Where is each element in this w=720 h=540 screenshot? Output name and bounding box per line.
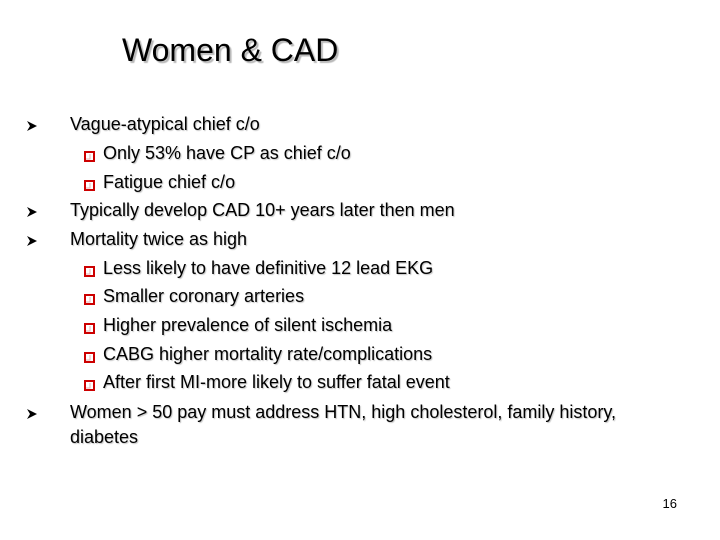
bullet-text: Typically develop CAD 10+ years later then men xyxy=(70,200,455,220)
sub-bullet-text: Higher prevalence of silent ischemia xyxy=(103,315,393,335)
arrow-bullet-icon xyxy=(26,119,38,137)
arrow-bullet-icon xyxy=(26,234,38,252)
arrow-bullet-icon xyxy=(26,407,38,425)
sub-bullet-text: CABG higher mortality rate/complications xyxy=(103,344,433,364)
page-number: 16 xyxy=(662,496,677,511)
box-bullet-icon xyxy=(84,292,95,310)
box-bullet-icon xyxy=(84,321,95,339)
bullet-text: Women > 50 pay must address HTN, high cholesterol, family history, xyxy=(70,402,617,422)
bullet-text: Vague-atypical chief c/o xyxy=(70,114,260,134)
sub-bullet-text: Fatigue chief c/o xyxy=(103,172,236,192)
box-bullet-icon xyxy=(84,178,95,196)
box-bullet-icon xyxy=(84,350,95,368)
sub-bullet-text: After first MI-more likely to suffer fatal event xyxy=(103,372,450,392)
box-bullet-icon xyxy=(84,378,95,396)
sub-bullet-text: Less likely to have definitive 12 lead EKG xyxy=(103,258,434,278)
sub-bullet-text: Only 53% have CP as chief c/o xyxy=(103,143,351,163)
box-bullet-icon xyxy=(84,264,95,282)
box-bullet-icon xyxy=(84,149,95,167)
slide-title: Women & CAD xyxy=(122,32,339,68)
sub-bullet-text: Smaller coronary arteries xyxy=(103,286,305,306)
bullet-text: Mortality twice as high xyxy=(70,229,248,249)
arrow-bullet-icon xyxy=(26,205,38,223)
bullet-text-continuation: diabetes xyxy=(70,427,139,447)
